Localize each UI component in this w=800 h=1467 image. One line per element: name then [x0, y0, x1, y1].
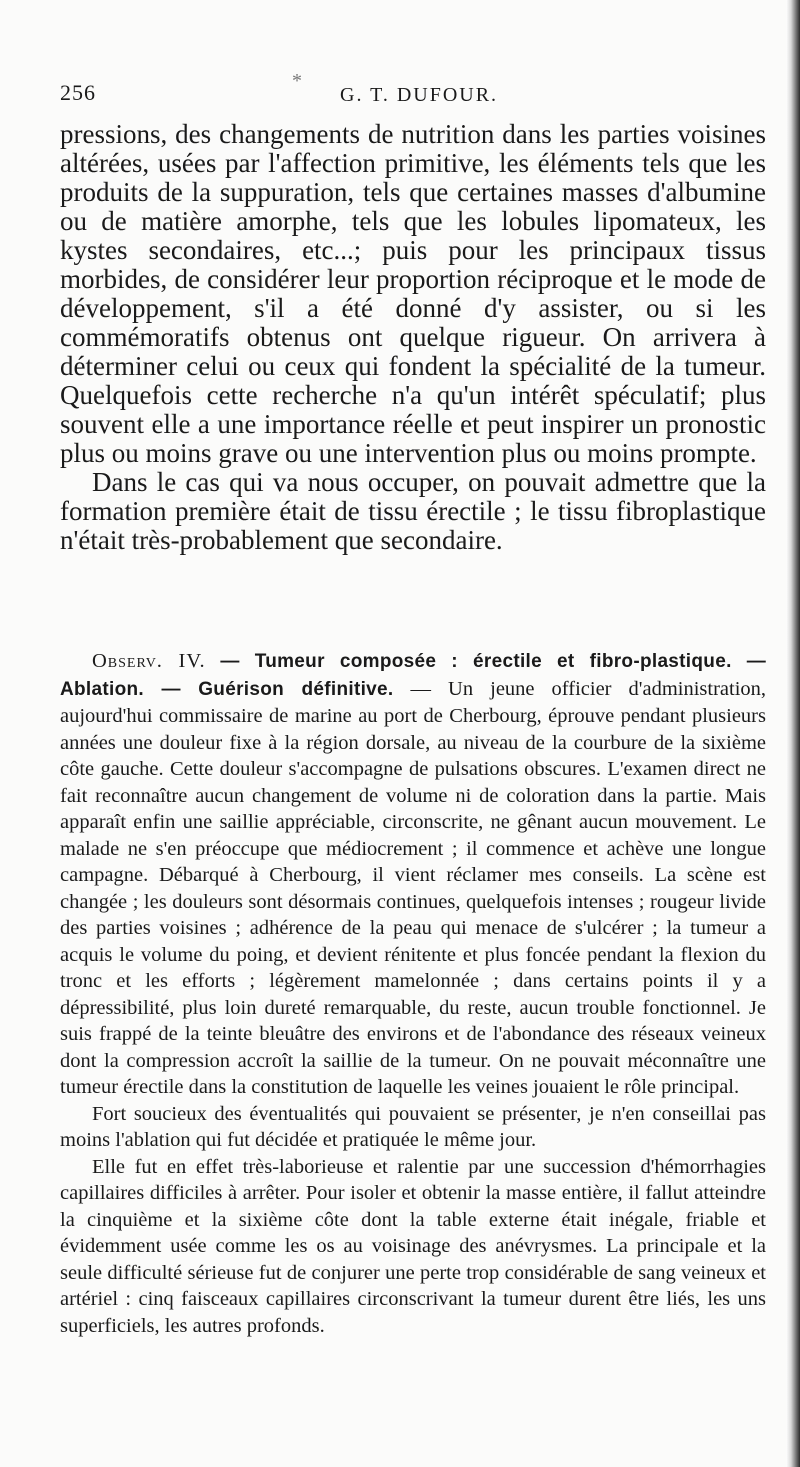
- running-title: G. T. DUFOUR.: [340, 84, 499, 106]
- paragraph-case-intro: Dans le cas qui va nous occuper, on pouvait admettre que la formation première était de tissu érectile ; le tissu fibroplastique n'était très-probablement que secondaire.: [60, 467, 766, 555]
- observation-text: — Un jeune officier d'administration, aujourd'hui commissaire de marine au port de Cherbourg, éprouve pendant plusieurs années une douleur fixe à la région dorsale, au niveau de la courbure de la sixième côte gauche. Cette douleur s'accompagne de pulsations obscures. L'examen direct ne fait reconnaître aucun changement de volume ni de coloration dans la partie. Mais apparaît enfin une saillie appréciable, circonscrite, ne gênant aucun mouvement. Le malade ne s'en préoccupe que médiocrement ; il commence et achève une longue campagne. Débarqué à Cherbourg, il vient réclamer mes conseils. La scène est changée ; les douleurs sont désormais continues, quelquefois intenses ; rougeur livide des parties voisines ; adhérence de la peau qui menace de s'ulcérer ; la tumeur a acquis le volume du poing, et devient rénitente et plus foncée pendant la flexion du tronc et les efforts ; légèrement mamelonnée ; dans certains points il y a dépressibilité, plus loin dureté remarquable, du reste, aucun trouble fonctionnel. Je suis frappé de la teinte bleuâtre des environs et de l'abondance des réseaux veineux dont la compression accroît la saillie de la tumeur. On ne pouvait méconnaître une tumeur érectile dans la constitution de laquelle les veines jouaient le rôle principal.: [60, 677, 767, 1098]
- observation-paragraph-3: Elle fut en effet très-laborieuse et ralentie par une succession d'hémorrhagies capillaires difficiles à arrêter. Pour isoler et obtenir la masse entière, il fallut atteindre la cinquième et la sixième côte dont la table externe était inégale, friable et évidemment usée comme les os au voisinage des anévrysmes. La principale et la seule difficulté sérieuse fut de conjurer une perte trop considérable de sang veineux et artériel : cinq faisceaux capillaires circonscrivant la tumeur durent être liés, les uns superficiels, les autres profonds.: [60, 1155, 766, 1337]
- observation-block: [60, 648, 766, 1339]
- paragraph-continuation: pressions, des changements de nutrition dans les parties voisines altérées, usées par l'affection primitive, les éléments tels que les produits de la suppuration, tels que certaines masses d'albumine ou de matière amorphe, tels que les lobules lipomateux, les kystes secondaires, etc...; puis pour les principaux tissus morbides, de considérer leur proportion réciproque et le mode de développement, s'il a été donné d'y assister, ou si les commémoratifs obtenus ont quelque rigueur. On arrivera à déterminer celui ou ceux qui fondent la spécialité de la tumeur. Quelquefois cette recherche n'a qu'un intérêt spéculatif; plus souvent elle a une importance réelle et peut inspirer un pronostic plus ou moins grave ou une intervention plus ou moins prompte.: [60, 119, 766, 468]
- observation-title: — Tumeur composée : érectile et fibro-plastique. — Ablation. — Guérison définitive.: [60, 651, 767, 700]
- observation-paragraph-2: Fort soucieux des éventualités qui pouvaient se présenter, je n'en conseillai pas moins l'ablation qui fut décidée et pratiquée le même jour.: [60, 1102, 766, 1151]
- ornament-mark: *: [292, 70, 302, 92]
- observation-label: Observ. IV.: [92, 650, 206, 672]
- observation-paragraph-1: [60, 648, 766, 1101]
- page-number: 256: [60, 80, 96, 105]
- main-text: [60, 120, 766, 555]
- page-edge-shadow: [786, 0, 800, 1467]
- page-header: [60, 70, 760, 110]
